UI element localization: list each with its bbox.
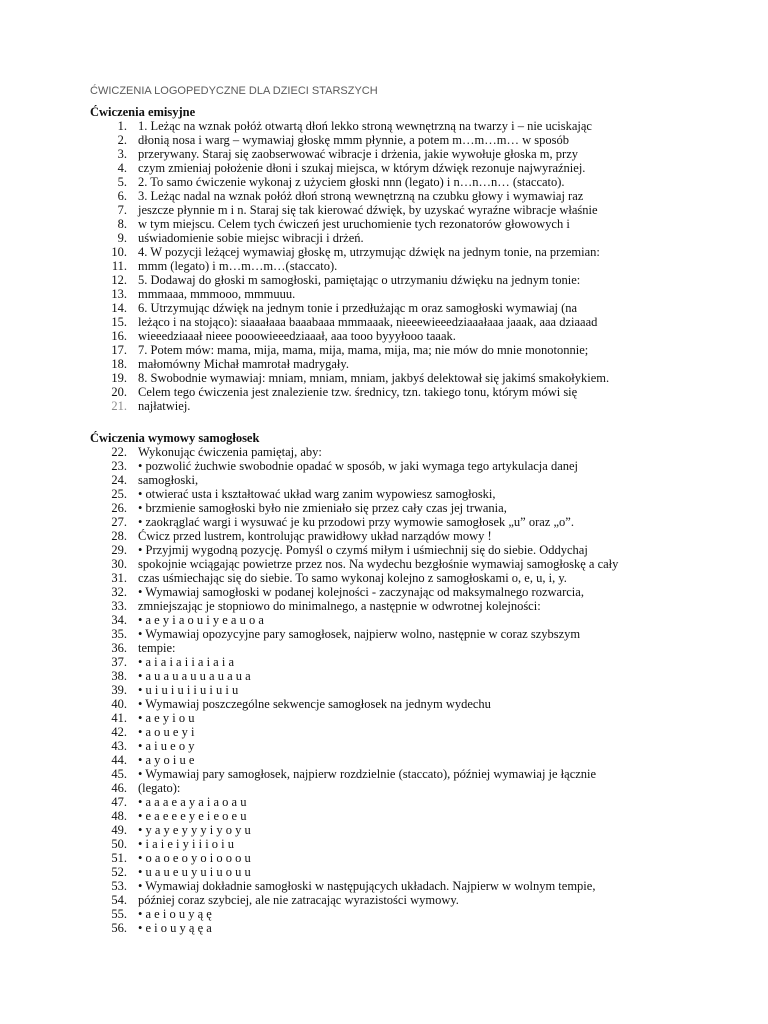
list-number: 34.	[111, 613, 127, 627]
list-item	[90, 371, 730, 385]
list-item	[90, 753, 730, 767]
list-text: • zaokrąglać wargi i wysuwać je ku przodowi przy wymowie samogłosek „u” oraz „o”.	[138, 515, 574, 529]
list-item	[90, 781, 730, 795]
list-item	[90, 683, 730, 697]
list-text: • Wymawiaj dokładnie samogłoski w następujących układach. Najpierw w wolnym tempie,	[138, 879, 596, 893]
list-item	[90, 399, 730, 413]
list-item	[90, 767, 730, 781]
exercise-section	[90, 105, 730, 413]
list-item	[90, 329, 730, 343]
list-number: 55.	[111, 907, 127, 921]
list-number: 31.	[111, 571, 127, 585]
list-text: • Wymawiaj samogłoski w podanej kolejności - zaczynając od maksymalnego rozwarcia,	[138, 585, 584, 599]
list-text: • Wymawiaj pary samogłosek, najpierw rozdzielnie (staccato), później wymawiaj je łącznie	[138, 767, 597, 781]
list-text: 8. Swobodnie wymawiaj: mniam, mniam, mniam, jakbyś delektował się jakimś smakołykiem.	[138, 371, 610, 385]
list-item	[90, 147, 730, 161]
exercise-section	[90, 431, 730, 935]
list-number: 10.	[111, 245, 127, 259]
list-number: 44.	[111, 753, 127, 767]
list-item	[90, 543, 730, 557]
list-item	[90, 459, 730, 473]
numbered-list	[90, 445, 730, 935]
list-item	[90, 599, 730, 613]
list-text: tempie:	[138, 641, 176, 655]
document-title: ĆWICZENIA LOGOPEDYCZNE DLA DZIECI STARSZYCH	[90, 85, 378, 97]
list-number: 32.	[111, 585, 127, 599]
list-text: • y a y e y y y i y o y u	[138, 823, 251, 837]
list-item	[90, 473, 730, 487]
list-number: 39.	[111, 683, 127, 697]
list-text: czas uśmiechając się do siebie. To samo wykonaj kolejno z samogłoskami o, e, u, i, y.	[138, 571, 567, 585]
list-item	[90, 119, 730, 133]
list-number: 11.	[111, 259, 127, 273]
list-text: • brzmienie samogłoski było nie zmieniało się przez cały czas jej trwania,	[138, 501, 507, 515]
list-number: 17.	[111, 343, 127, 357]
list-text: 4. W pozycji leżącej wymawiaj głoskę m, utrzymując dźwięk na jednym tonie, na przemian:	[138, 245, 600, 259]
list-item	[90, 445, 730, 459]
list-number: 38.	[111, 669, 127, 683]
list-text: • a u a u a u u a u a u a	[138, 669, 251, 683]
list-text: uświadomienie sobie miejsc wibracji i drżeń.	[138, 231, 364, 245]
list-item	[90, 231, 730, 245]
list-item	[90, 627, 730, 641]
list-text: małomówny Michał mamrotał madrygały.	[138, 357, 349, 371]
list-item	[90, 655, 730, 669]
list-item	[90, 711, 730, 725]
list-number: 47.	[111, 795, 127, 809]
section-heading: Ćwiczenia wymowy samogłosek	[90, 431, 260, 445]
list-number: 15.	[111, 315, 127, 329]
list-item	[90, 217, 730, 231]
list-number: 49.	[111, 823, 127, 837]
list-text: wieeedziaaał nieee pooowieeedziaaał, aaa tooo byyyłooo taaak.	[138, 329, 456, 343]
list-text: • Wymawiaj opozycyjne pary samogłosek, najpierw wolno, następnie w coraz szybszym	[138, 627, 581, 641]
list-number: 19.	[111, 371, 127, 385]
list-item	[90, 585, 730, 599]
list-item	[90, 343, 730, 357]
list-item	[90, 529, 730, 543]
list-item	[90, 273, 730, 287]
list-text: dłonią nosa i warg – wymawiaj głoskę mmm płynnie, a potem m…m…m… w sposób	[138, 133, 569, 147]
list-number: 43.	[111, 739, 127, 753]
list-text: jeszcze płynnie m i n. Staraj się tak kierować dźwięk, by uzyskać wyraźne wibracje właśnie	[138, 203, 598, 217]
list-number: 6.	[117, 189, 127, 203]
list-number: 42.	[111, 725, 127, 739]
list-item	[90, 515, 730, 529]
list-text: • Wymawiaj poszczególne sekwencje samogłosek na jednym wydechu	[138, 697, 491, 711]
list-item	[90, 795, 730, 809]
list-text: później coraz szybciej, ale nie zatracając wyrazistości wymowy.	[138, 893, 459, 907]
list-number: 2.	[117, 133, 127, 147]
list-item	[90, 837, 730, 851]
list-item	[90, 669, 730, 683]
list-item	[90, 203, 730, 217]
list-number: 22.	[111, 445, 127, 459]
list-item	[90, 893, 730, 907]
list-text: • u a u e u y u i u o u u	[138, 865, 251, 879]
list-text: • a e i o u y ą ę	[138, 907, 212, 921]
list-number: 26.	[111, 501, 127, 515]
list-number: 54.	[111, 893, 127, 907]
list-item	[90, 725, 730, 739]
list-item	[90, 921, 730, 935]
list-item	[90, 133, 730, 147]
list-item	[90, 613, 730, 627]
list-number: 27.	[111, 515, 127, 529]
list-text: • u i u i u i i u i u i u	[138, 683, 239, 697]
list-item	[90, 315, 730, 329]
list-item	[90, 385, 730, 399]
list-text: • pozwolić żuchwie swobodnie opadać w sposób, w jaki wymaga tego artykulacja danej	[138, 459, 579, 473]
list-number: 1.	[117, 119, 127, 133]
list-item	[90, 879, 730, 893]
list-text: leżąco i na stojąco): siaaałaaa baaabaaa mmmaaak, nieeewieeedziaaałaaa jaaak, aaa dziaaad	[138, 315, 598, 329]
list-number: 36.	[111, 641, 127, 655]
list-number: 56.	[111, 921, 127, 935]
list-number: 18.	[111, 357, 127, 371]
list-text: • e i o u y ą ę a	[138, 921, 212, 935]
list-text: • Przyjmij wygodną pozycję. Pomyśl o czymś miłym i uśmiechnij się do siebie. Oddychaj	[138, 543, 588, 557]
list-text: najłatwiej.	[138, 399, 191, 413]
list-text: • otwierać usta i kształtować układ warg zanim wypowiesz samogłoski,	[138, 487, 496, 501]
list-item	[90, 161, 730, 175]
list-item	[90, 907, 730, 921]
list-item	[90, 301, 730, 315]
list-item	[90, 259, 730, 273]
list-number: 35.	[111, 627, 127, 641]
list-number: 14.	[111, 301, 127, 315]
list-number: 12.	[111, 273, 127, 287]
list-item	[90, 865, 730, 879]
list-number: 4.	[117, 161, 127, 175]
list-text: • a e y i o u	[138, 711, 195, 725]
list-text: mmm (legato) i m…m…m…(staccato).	[138, 259, 338, 273]
list-text: Ćwicz przed lustrem, kontrolując prawidłowy układ narządów mowy !	[138, 529, 492, 543]
list-item	[90, 189, 730, 203]
list-number: 41.	[111, 711, 127, 725]
list-text: • a i a i a i i a i a i a	[138, 655, 235, 669]
list-number: 45.	[111, 767, 127, 781]
list-number: 40.	[111, 697, 127, 711]
list-text: przerywany. Staraj się zaobserwować wibracje i drżenia, jakie wywołuje głoska m, przy	[138, 147, 578, 161]
list-text: samogłoski,	[138, 473, 199, 487]
list-text: • a y o i u e	[138, 753, 195, 767]
list-text: mmmaaa, mmmooo, mmmuuu.	[138, 287, 296, 301]
list-text: • a o u e y i	[138, 725, 195, 739]
list-number: 25.	[111, 487, 127, 501]
list-number: 24.	[111, 473, 127, 487]
list-number: 37.	[111, 655, 127, 669]
list-number: 48.	[111, 809, 127, 823]
document-body	[90, 105, 730, 935]
list-item	[90, 487, 730, 501]
list-text: 7. Potem mów: mama, mija, mama, mija, mama, mija, ma; nie mów do mnie monotonnie;	[138, 343, 589, 357]
list-text: (legato):	[138, 781, 181, 795]
list-item	[90, 557, 730, 571]
list-number: 7.	[117, 203, 127, 217]
list-number: 8.	[117, 217, 127, 231]
list-number: 28.	[111, 529, 127, 543]
list-text: zmniejszając je stopniowo do minimalnego, a następnie w odwrotnej kolejności:	[138, 599, 541, 613]
list-text: 1. Leżąc na wznak połóż otwartą dłoń lekko stroną wewnętrzną na twarzy i – nie uciskając	[138, 119, 592, 133]
list-number: 3.	[117, 147, 127, 161]
list-item	[90, 501, 730, 515]
list-text: Celem tego ćwiczenia jest znalezienie tzw. średnicy, tzn. takiego tonu, którym mówi się	[138, 385, 578, 399]
list-number: 9.	[117, 231, 127, 245]
list-number: 23.	[111, 459, 127, 473]
list-number: 50.	[111, 837, 127, 851]
list-number: 21.	[111, 399, 127, 413]
list-item	[90, 739, 730, 753]
list-text: spokojnie wciągając powietrze przez nos. Na wydechu bezgłośnie wymawiaj samogłoskę a cały	[138, 557, 619, 571]
list-text: 2. To samo ćwiczenie wykonaj z użyciem głoski nnn (legato) i n…n…n… (staccato).	[138, 175, 565, 189]
list-number: 29.	[111, 543, 127, 557]
list-number: 16.	[111, 329, 127, 343]
list-item	[90, 175, 730, 189]
list-item	[90, 641, 730, 655]
list-number: 53.	[111, 879, 127, 893]
list-number: 33.	[111, 599, 127, 613]
list-text: • a a a e a y a i a o a u	[138, 795, 247, 809]
list-text: • a e y i a o u i y e a u o a	[138, 613, 264, 627]
list-text: • a i u e o y	[138, 739, 195, 753]
list-text: • e a e e e y e i e o e u	[138, 809, 247, 823]
list-number: 13.	[111, 287, 127, 301]
list-number: 52.	[111, 865, 127, 879]
list-item	[90, 823, 730, 837]
list-item	[90, 571, 730, 585]
list-item	[90, 357, 730, 371]
list-text: w tym miejscu. Celem tych ćwiczeń jest uruchomienie tych rezonatorów głowowych i	[138, 217, 570, 231]
list-item	[90, 287, 730, 301]
list-number: 5.	[117, 175, 127, 189]
list-number: 46.	[111, 781, 127, 795]
list-text: czym zmieniaj położenie dłoni i szukaj miejsca, w którym dźwięk rezonuje najwyraźniej.	[138, 161, 586, 175]
list-number: 51.	[111, 851, 127, 865]
list-text: • i a i e i y i i i o i u	[138, 837, 235, 851]
list-item	[90, 851, 730, 865]
section-heading: Ćwiczenia emisyjne	[90, 105, 196, 119]
list-text: Wykonując ćwiczenia pamiętaj, aby:	[138, 445, 322, 459]
list-number: 30.	[111, 557, 127, 571]
list-item	[90, 809, 730, 823]
list-text: • o a o e o y o i o o o u	[138, 851, 251, 865]
numbered-list	[90, 119, 730, 413]
list-text: 3. Leżąc nadal na wznak połóż dłoń stroną wewnętrzną na czubku głowy i wymawiaj raz	[138, 189, 584, 203]
list-item	[90, 697, 730, 711]
list-text: 5. Dodawaj do głoski m samogłoski, pamiętając o utrzymaniu dźwięku na jednym tonie:	[138, 273, 581, 287]
list-item	[90, 245, 730, 259]
list-text: 6. Utrzymując dźwięk na jednym tonie i przedłużając m oraz samogłoski wymawiaj (na	[138, 301, 578, 315]
list-number: 20.	[111, 385, 127, 399]
